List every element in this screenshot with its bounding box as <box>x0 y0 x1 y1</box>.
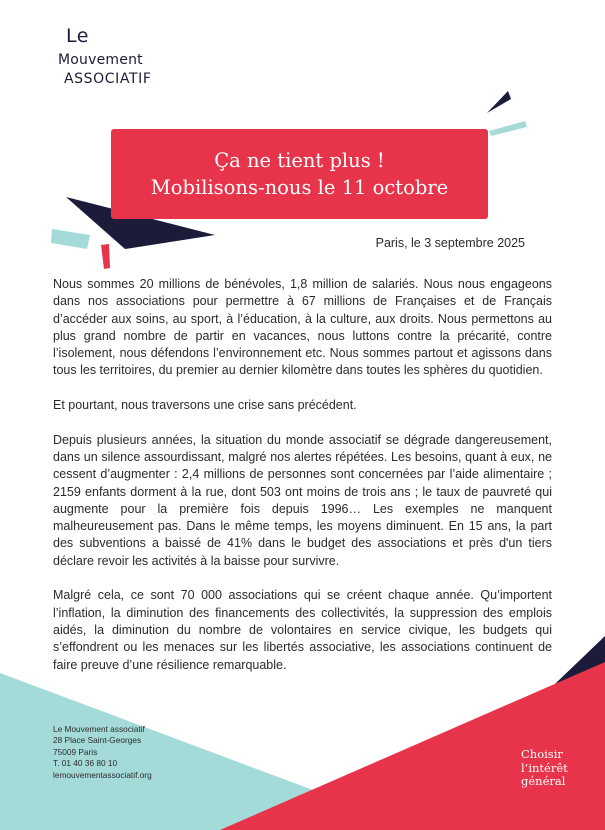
footer-address <box>53 724 152 781</box>
slogan-line-1: Choisir <box>521 747 563 761</box>
banner-title-line-2: Mobilisons-nous le 11 octobre <box>150 176 449 199</box>
title-banner <box>111 129 488 219</box>
body-paragraph: Depuis plusieurs années, la situation du monde associatif se dégrade dangereusement, dans un silence assourdissant, malgré nos alertes répétées. Les besoins, quant à eux, ne cessent d’augmenter : 2,4 millions de personnes sont concernées par l’aide alimentaire ; 2159 enfants dorment à la rue, dont 503 ont moins de trois ans ; le taux de pauvreté qui augmente pour la première fois depuis 1996… Les exemples ne manquent malheureusement pas. Dans le même temps, les moyens diminuent. En 15 ans, la part des subventions a baissé de 41% dans le budget des associations et près d'un tiers déclare revoir les activités à la baisse pour survivre. <box>53 432 552 568</box>
footer-street: 28 Place Saint-Georges <box>53 735 142 746</box>
footer-phone: T. 01 40 36 80 10 <box>53 758 118 769</box>
navy-accent-shape <box>487 91 511 113</box>
body-paragraph: Malgré cela, ce sont 70 000 associations qui se créent chaque année. Qu’importent l’inflation, la diminution des financements des collectivités, la suppression des emplois aidés, la diminution du nombre de volontaires en service civique, les budgets qui s’effondrent ou les menaces sur les libertés associative, les associations continuent de faire preuve d’une résilience remarquable. <box>53 588 552 672</box>
body-paragraph: Et pourtant, nous traversons une crise sans précédent. <box>53 398 357 413</box>
footer-city: 75009 Paris <box>53 746 98 757</box>
letter-date: Paris, le 3 septembre 2025 <box>375 236 525 250</box>
banner-title-line-1: Ça ne tient plus ! <box>214 149 385 172</box>
slogan <box>521 748 568 789</box>
footer-website-link[interactable]: lemouvementassociatif.org <box>53 769 152 780</box>
logo-line-2: Mouvement <box>58 52 143 68</box>
teal-accent-shape-left <box>51 229 90 249</box>
logo-line-1: Le <box>66 25 89 47</box>
body-paragraph: Nous sommes 20 millions de bénévoles, 1,8 million de salariés. Nous nous engageons dans nos associations pour permettre à 67 millions de Françaises et de Français d’accéder aux soins, au sport, à l’éducation, à la culture, aux droits. Nous permettons au plus grand nombre de partir en vacances, nous luttons contre la précarité, contre l’isolement, nous défendons l’environnement etc. Nous sommes partout et agissons dans tous les territoires, du premier au dernier kilomètre dans toutes les sphères du quotidien. <box>53 277 552 378</box>
le-mouvement-associatif-logo <box>58 18 188 90</box>
footer-org-name: Le Mouvement associatif <box>53 724 145 734</box>
teal-accent-shape <box>489 121 527 136</box>
slogan-line-3: général <box>521 774 566 788</box>
logo-line-3: associatif <box>64 71 152 87</box>
letter-body <box>53 276 552 691</box>
slogan-line-2: l’intérêt <box>521 760 568 775</box>
red-accent-shape <box>101 244 110 269</box>
